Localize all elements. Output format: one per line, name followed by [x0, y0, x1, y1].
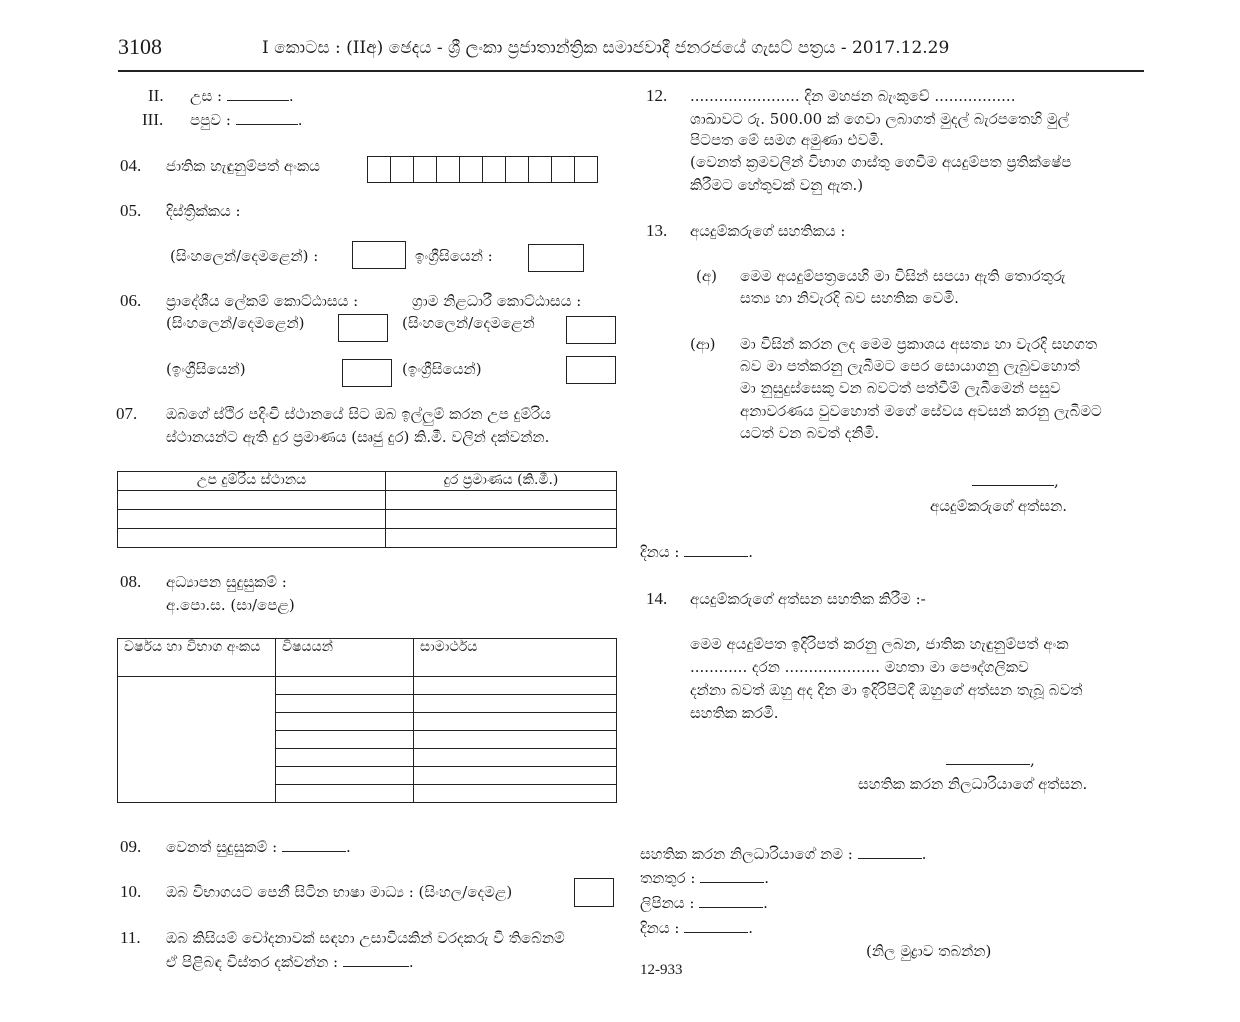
gn-sinhala-box[interactable] — [566, 316, 616, 344]
table-cell[interactable] — [276, 731, 414, 749]
position-row: තනතුර : . — [640, 869, 769, 887]
address-label: ලිපිනය : — [640, 894, 695, 912]
table-cell[interactable] — [276, 713, 414, 731]
table-cell[interactable] — [276, 695, 414, 713]
officer-name-label: සහතික කරන නිලධාරියාගේ නම : — [640, 845, 853, 863]
q07-number: 07. — [116, 404, 138, 423]
applicant-date-row: දිනය : . — [640, 543, 754, 561]
gazette-title: I කොටස : (IIඅ) ඡෙදය - ශ්‍රී ලංකා ප්‍රජාතාන්ත්‍රික සමාජවාදී ජනරජයේ ගැසට් පත්‍රය - 2017.12.29 — [262, 38, 950, 58]
officer-date-field[interactable] — [684, 932, 748, 933]
table-cell[interactable] — [414, 785, 617, 803]
ol-label: අ.පො.ස. (සා/පෙළ) — [166, 596, 295, 614]
ds-english-box[interactable] — [342, 359, 392, 387]
station-distance-table — [117, 471, 617, 548]
q11-number: 11. — [120, 928, 141, 947]
q13a-line2: සත්‍ය හා නිවැරදි බව සහතික වෙමි. — [740, 289, 959, 307]
gn-sinhala-label: (සිංහලෙන්/දෙමළෙන් — [402, 314, 535, 332]
q13b-line5: යටත් වන බවත් දනිමි. — [740, 424, 880, 442]
table-cell[interactable] — [118, 510, 386, 529]
district-english-box[interactable] — [528, 244, 584, 272]
nic-number-grid[interactable] — [367, 156, 598, 183]
other-qual-row: වෙනත් සුදුසුකම් : . — [166, 838, 351, 856]
q07-line2: ස්ථානයන්ට ඇති දුර ප්‍රමාණය (සෘජු දුර) කි.මී. වලින් දක්වන්න. — [166, 428, 550, 446]
district-sinhala-label: (සිංහලෙන්/දෙමළෙන්) : — [170, 247, 319, 265]
q12-line3: පිටපත මේ සමග අමුණා එවමි. — [690, 131, 884, 149]
height-field[interactable] — [227, 100, 289, 101]
officer-name-field[interactable] — [858, 858, 922, 859]
weight-label: පපුව : — [190, 111, 231, 129]
weight-row: පපුව : . — [190, 111, 303, 129]
table-cell[interactable] — [276, 785, 414, 803]
ds-sinhala-label: (සිංහලෙන්/දෙමළෙන්) — [166, 314, 305, 332]
table-cell[interactable] — [414, 749, 617, 767]
q13b-line4: අනාවරණය වුවහොත් මගේ සේවය අවසන් කරනු ලැබීමට — [740, 402, 1102, 420]
table-cell[interactable] — [414, 731, 617, 749]
q11-line2: ඒ පිළිබඳ විස්තර දක්වන්න : — [166, 953, 339, 971]
q13-number: 13. — [646, 221, 668, 240]
q08-number: 08. — [120, 572, 142, 591]
table-cell[interactable] — [414, 767, 617, 785]
officer-sig-label: සහතික කරන නිලධාරියාගේ අත්සන. — [858, 775, 1088, 793]
q12-line1: ....................... දින මහජන බැංකුවේ ................. — [690, 87, 1016, 105]
station-column-header: උප දුම්රිය ස්ථානය — [118, 472, 386, 491]
table-cell[interactable] — [414, 713, 617, 731]
officer-sig-line[interactable]: , — [946, 751, 1035, 769]
gn-division-label: ග්‍රාම නිළධාරී කොට්ඨාසය : — [412, 292, 582, 310]
education-table — [117, 638, 617, 803]
district-label: දිස්ත්‍රික්කය : — [166, 202, 241, 220]
position-field[interactable] — [700, 882, 764, 883]
q14-line1: මෙම අයදුම්පත ඉදිරිපත් කරනු ලබන, ජාතික හැඳුනුම්පත් අංක — [690, 635, 1069, 653]
other-qual-label: වෙනත් සුදුසුකම් : — [166, 838, 278, 856]
table-cell[interactable] — [386, 510, 617, 529]
table-cell[interactable] — [386, 491, 617, 510]
district-english-label: ඉංග්‍රීසියෙන් : — [415, 247, 493, 265]
other-qual-field[interactable] — [282, 851, 346, 852]
q13a-marker: (අ) — [696, 267, 717, 285]
officer-name-row: සහතික කරන නිලධාරියාගේ නම : . — [640, 845, 927, 863]
weight-field[interactable] — [236, 124, 298, 125]
q14-line3: දන්නා බවත් ඔහු අද දින මා ඉදිරිපිටදී ඔහුගේ අත්සන තැබූ බවත් — [690, 681, 1083, 699]
q13b-marker: (ආ) — [690, 335, 716, 353]
gn-english-box[interactable] — [566, 356, 616, 384]
table-cell[interactable] — [276, 749, 414, 767]
ds-english-label: (ඉංග්‍රීසියෙන්) — [166, 360, 246, 378]
applicant-date-field[interactable] — [684, 556, 748, 557]
seal-note: (නිල මුද්‍රාව තබන්න) — [866, 942, 992, 960]
q04-number: 04. — [120, 156, 142, 175]
applicant-date-label: දිනය : — [640, 543, 680, 561]
gn-english-label: (ඉංග්‍රීසියෙන්) — [402, 360, 482, 378]
applicant-cert-label: අයදුම්කරුගේ සහතිකය : — [690, 222, 846, 240]
nic-label: ජාතික හැඳුනුම්පත් අංකය — [166, 157, 320, 175]
weight-roman: III. — [142, 110, 164, 129]
district-sinhala-box[interactable] — [352, 241, 406, 269]
page-number: 3108 — [118, 34, 162, 59]
subjects-header: විෂයයන් — [276, 639, 414, 677]
q10-number: 10. — [120, 882, 142, 901]
table-cell[interactable] — [118, 491, 386, 510]
q12-line4: (වෙනත් ක්‍රමවලින් විභාග ගාස්තු ගෙවීම අයදුම්පත ප්‍රතික්ෂේප — [690, 153, 1072, 171]
q12-line2: ශාඛාවට රු. 500.00 ක් ගෙවා ලබාගත් මුදල් බැරපතෙහි මුල් — [690, 110, 1070, 128]
table-cell[interactable] — [386, 529, 617, 548]
q13b-line3: මා නුසුදුස්සෙකු වන බවටත් පත්වීම් ලැබීමෙන් පසුව — [740, 379, 1061, 397]
height-row: උස : . — [190, 87, 294, 105]
conviction-field[interactable] — [343, 966, 409, 967]
medium-box[interactable] — [574, 878, 614, 907]
ds-sinhala-box[interactable] — [338, 314, 388, 342]
medium-label: ඔබ විභාගයට පෙනී සිටින භාෂා මාධ්‍ය : (සිංහල/දෙමළ) — [166, 883, 513, 901]
officer-date-label: දිනය : — [640, 919, 680, 937]
year-index-header: වර්ෂය හා විභාග අංකය — [118, 639, 276, 677]
officer-date-row: දිනය : . — [640, 919, 754, 937]
q13b-line2: බව මා පත්කරනු ලැබීමට පෙර සොයාගනු ලැබුවහොත් — [740, 357, 1080, 375]
table-cell[interactable] — [414, 677, 617, 695]
sig-cert-label: අයදුම්කරුගේ අත්සන සහතික කිරීම :- — [690, 590, 926, 608]
position-label: තනතුර : — [640, 869, 696, 887]
q11-line2-row: ඒ පිළිබඳ විස්තර දක්වන්න : . — [166, 953, 414, 971]
applicant-sig-line[interactable]: , — [972, 472, 1059, 490]
grade-header: සාමාර්ථය — [414, 639, 617, 677]
address-row: ලිපිනය : . — [640, 894, 768, 912]
q13b-line1: මා විසින් කරන ලද මෙම ප්‍රකාශය අසත්‍ය හා වැරදි සහගත — [740, 335, 1098, 353]
q13a-line1: මෙම අයදුම්පත්‍රයෙහි මා විසින් සපයා ඇති තොරතුරු — [740, 267, 1066, 285]
header-rule — [118, 70, 1144, 72]
height-label: උස : — [190, 87, 223, 105]
height-roman: II. — [148, 86, 164, 105]
applicant-sig-label: අයදුම්කරුගේ අත්සන. — [930, 497, 1068, 515]
q14-line4: සහතික කරමි. — [690, 704, 779, 722]
q06-number: 06. — [120, 291, 142, 310]
q14-number: 14. — [646, 589, 668, 608]
q07-line1: ඔබගේ ස්ථිර පදිංචි ස්ථානයේ සිට ඔබ ඉල්ලුම් කරන උප දුම්රිය — [166, 405, 551, 423]
year-index-cell[interactable] — [118, 677, 276, 803]
q12-number: 12. — [646, 86, 668, 105]
q12-line5: කිරීමට හේතුවක් වනු ඇත.) — [690, 176, 864, 194]
table-cell[interactable] — [276, 677, 414, 695]
distance-column-header: දුර ප්‍රමාණය (කි.මී.) — [386, 472, 617, 491]
footer-code: 12-933 — [640, 962, 683, 978]
address-field[interactable] — [699, 907, 763, 908]
q14-line2: ............ දරන .................... මහතා මා පෞද්ගලිකව — [690, 658, 1029, 676]
table-cell[interactable] — [414, 695, 617, 713]
education-label: අධ්‍යාපන සුදුසුකම් : — [166, 573, 287, 591]
table-cell[interactable] — [276, 767, 414, 785]
divisional-secretariat-label: ප්‍රාදේශීය ලේකම් කොට්ඨාසය : — [166, 292, 359, 310]
q05-number: 05. — [120, 201, 142, 220]
q11-line1: ඔබ කිසියම් චෝදනාවක් සඳහා උසාවියකින් වරදකරු වී තිබේනම් — [166, 929, 565, 947]
table-cell[interactable] — [118, 529, 386, 548]
q09-number: 09. — [120, 837, 142, 856]
